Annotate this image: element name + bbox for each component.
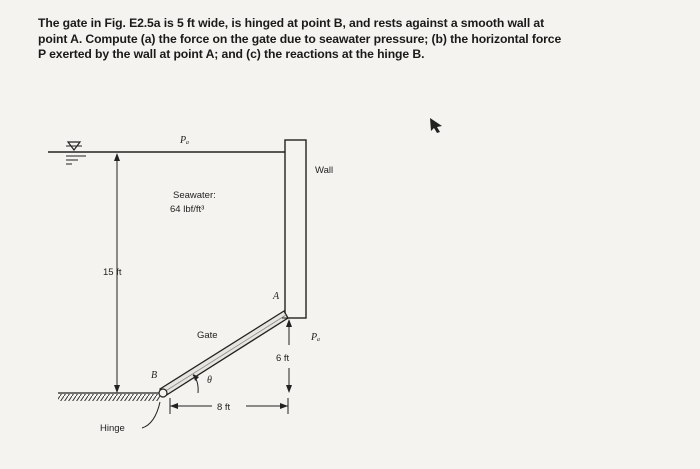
hinge-label: Hinge	[100, 423, 125, 434]
hinge-pin	[159, 389, 167, 397]
point-b-label: B	[151, 370, 158, 381]
gate-label: Gate	[197, 330, 218, 341]
wall-label: Wall	[315, 165, 334, 176]
problem-line-3: P exerted by the wall at point A; and (c) the reactions at the hinge B.	[38, 47, 425, 61]
angle-label: θ	[207, 375, 212, 386]
horizontal-label: 8 ft	[217, 402, 231, 413]
wall	[285, 140, 306, 318]
gate	[160, 311, 288, 396]
surface-pressure-top-label: Pₐ	[180, 135, 190, 146]
problem-line-2: point A. Compute (a) the force on the gate due to seawater pressure; (b) the horizontal force	[38, 31, 562, 46]
ground	[58, 393, 160, 401]
depth-label: 15 ft	[103, 267, 122, 278]
point-a-label: A	[273, 291, 280, 302]
hinge-pointer	[142, 402, 160, 428]
fluid-label: Seawater:	[173, 190, 216, 201]
surface-pressure-right-label: Pₐ	[311, 332, 321, 343]
free-surface-symbol	[66, 142, 86, 164]
height-label: 6 ft	[276, 353, 290, 364]
cursor-icon	[430, 118, 442, 133]
problem-line-1: The gate in Fig. E2.5a is 5 ft wide, is hinged at point B, and rests against a smooth wall at	[38, 16, 545, 30]
fluid-weight-label: 64 lbf/ft³	[170, 204, 205, 215]
